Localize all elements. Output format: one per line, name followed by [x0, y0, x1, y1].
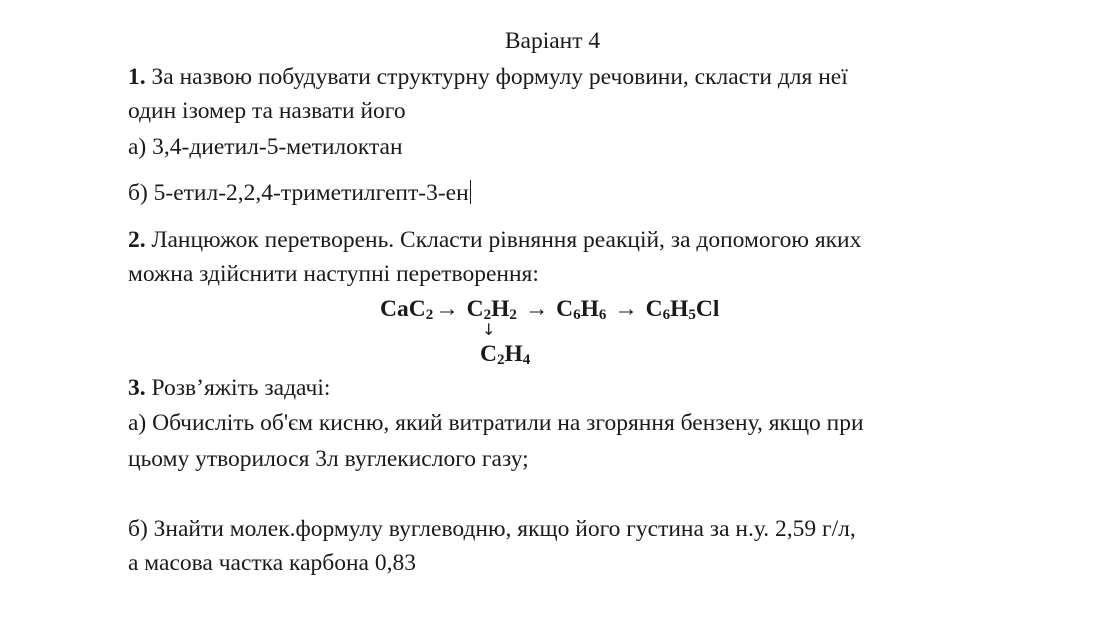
task2-text-line2: можна здійснити наступні перетворення: [128, 261, 539, 287]
chain-arrow-2: → [524, 296, 549, 322]
task1-line1 [128, 62, 848, 92]
task3-item-b-line2: а масова частка карбона 0,83 [128, 550, 416, 576]
transformation-chain [380, 294, 719, 324]
compound-c2h4: $C_2H_4$ [480, 341, 531, 368]
task3-item-a-line2: цьому утворилося 3л вуглекислого газу; [128, 446, 529, 472]
task3-item-a-line1: а) Обчисліть об'єм кисню, який витратили на згоряння бензену, якщо при [128, 410, 864, 436]
compound-c2h2: $C_2H_2$ [466, 296, 517, 323]
task2-line1 [128, 225, 861, 255]
task1-item-a: а) 3,4-диетил-5-метилоктан [128, 134, 403, 160]
text-cursor [470, 180, 471, 204]
task1-number: 1. [128, 64, 146, 90]
variant-title: Варіант 4 [504, 28, 601, 54]
task3-number: 3. [128, 375, 146, 401]
task3-line1 [128, 373, 330, 403]
task1-text-line2: один ізомер та назвати його [128, 98, 406, 124]
compound-cac2: CaC$_2$ [380, 296, 434, 323]
compound-c6h5cl: $C_6H_5Cl$ [645, 296, 720, 323]
task2-text-line1: Ланцюжок перетворень. Скласти рівняння реакцій, за допомогою яких [145, 227, 862, 253]
task3-item-b-line1: б) Знайти молек.формулу вуглеводню, якщо його густина за н.у. 2,59 г/л, [128, 516, 856, 542]
chain-arrow-3: → [614, 296, 638, 322]
compound-c6h6: $C_6H_6$ [556, 296, 607, 323]
task1-item-b-line[interactable] [128, 178, 471, 208]
task3-text-line1: Розв’яжіть задачі: [145, 375, 331, 401]
branch-arrow-down: ↓ [482, 320, 496, 339]
chain-arrow-1: → [435, 296, 459, 322]
task2-number: 2. [128, 227, 146, 253]
task1-item-b: б) 5-етил-2,2,4-триметилгепт-3-ен [128, 180, 469, 206]
task1-text-line1: За назвою побудувати структурну формулу речовини, скласти для неї [145, 64, 848, 90]
